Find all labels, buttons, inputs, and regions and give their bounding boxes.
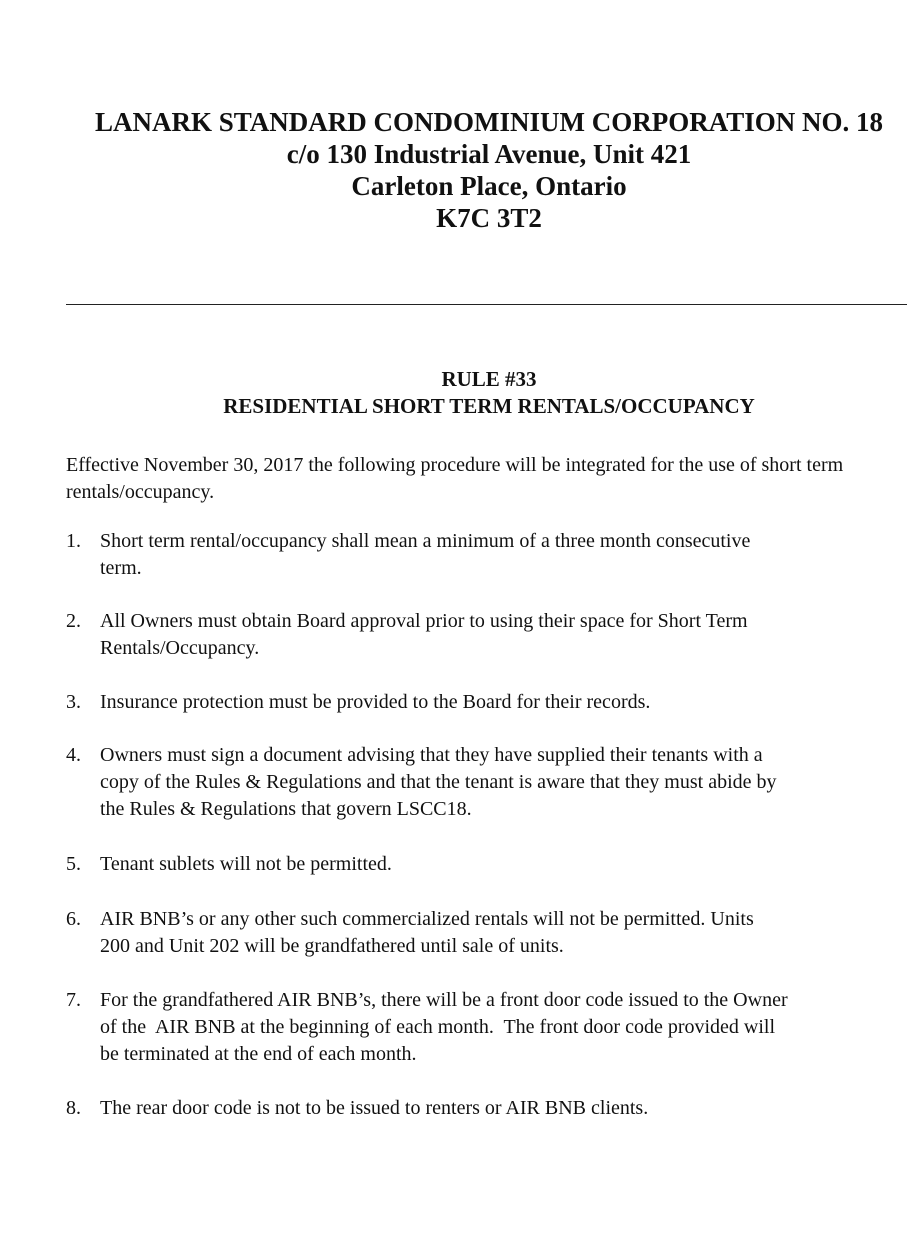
item-text: Tenant sublets will not be permitted. — [100, 853, 392, 875]
item-number: 7. — [66, 989, 81, 1011]
postal-code: K7C 3T2 — [436, 203, 542, 233]
item-text: Owners must sign a document advising that they have supplied their tenants with a copy of the Rules & Regulations and that the tenant is aware that they must abide by the Rules & Regulations that govern LSCC18. — [100, 744, 777, 820]
horizontal-divider — [66, 304, 907, 305]
rule-title: RESIDENTIAL SHORT TERM RENTALS/OCCUPANCY — [223, 394, 755, 418]
list-item — [66, 742, 907, 823]
list-item — [66, 608, 907, 662]
corporation-header — [40, 106, 907, 234]
intro-paragraph: Effective November 30, 2017 the following procedure will be integrated for the use of short term rentals/occupancy. — [66, 454, 844, 503]
item-text: All Owners must obtain Board approval prior to using their space for Short Term Rentals/Occupancy. — [100, 610, 748, 659]
list-item — [66, 1095, 907, 1122]
item-text: For the grandfathered AIR BNB’s, there will be a front door code issued to the Owner of the AIR BNB at the beginning of each month. The front door code provided will be terminated at the end of each month. — [100, 989, 788, 1065]
list-item — [66, 528, 907, 582]
list-item — [66, 851, 907, 878]
item-number: 6. — [66, 908, 81, 930]
rule-heading — [70, 366, 907, 420]
item-number: 2. — [66, 610, 81, 632]
list-item — [66, 987, 907, 1068]
item-text: Insurance protection must be provided to the Board for their records. — [100, 691, 651, 713]
item-number: 5. — [66, 853, 81, 875]
item-text: Short term rental/occupancy shall mean a minimum of a three month consecutive term. — [100, 530, 751, 579]
list-item — [66, 906, 907, 960]
item-number: 1. — [66, 530, 81, 552]
rule-number: RULE #33 — [441, 367, 537, 391]
city-province: Carleton Place, Ontario — [351, 171, 627, 201]
item-text: The rear door code is not to be issued to renters or AIR BNB clients. — [100, 1097, 649, 1119]
item-number: 8. — [66, 1097, 81, 1119]
address-line: c/o 130 Industrial Avenue, Unit 421 — [286, 139, 692, 169]
item-number: 3. — [66, 691, 81, 713]
item-number: 4. — [66, 744, 81, 766]
list-item — [66, 689, 907, 716]
corporation-name: LANARK STANDARD CONDOMINIUM CORPORATION NO. 18 — [95, 107, 883, 137]
item-text: AIR BNB’s or any other such commercialized rentals will not be permitted. Units 200 and Unit 202 will be grandfathered until sale of units. — [100, 908, 754, 957]
